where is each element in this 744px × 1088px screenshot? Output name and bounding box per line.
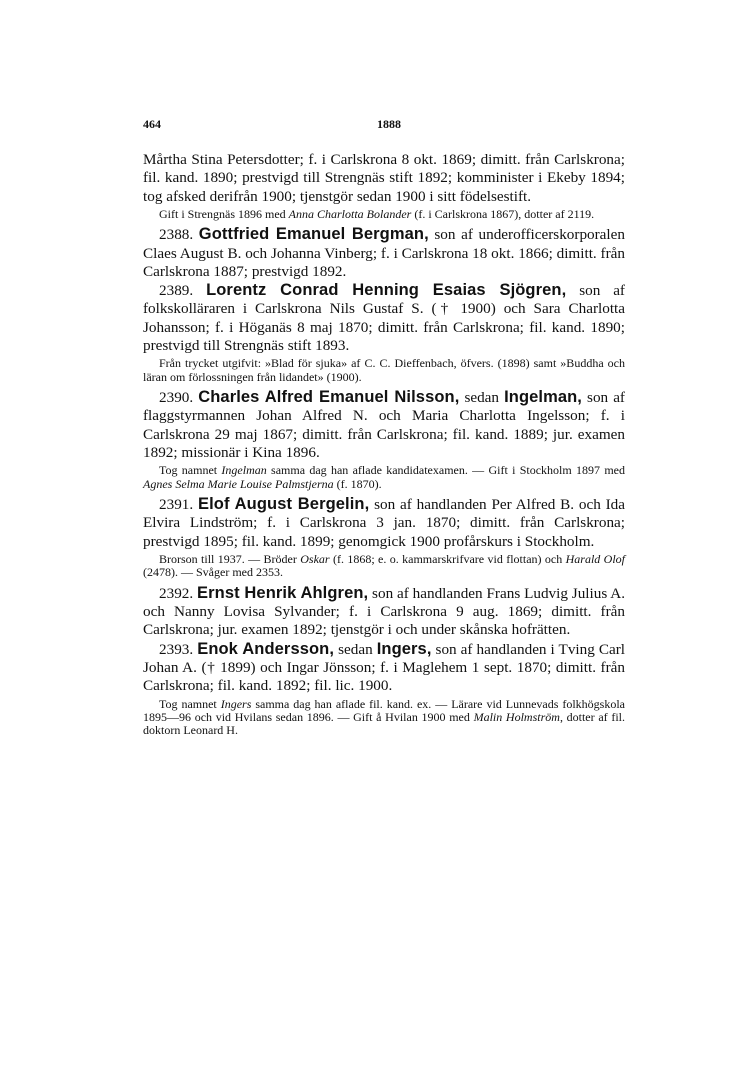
page-header [143,117,625,137]
entry-2393: 2393. Enok Andersson, sedan Ingers, son af handlanden i Tving Carl Johan A. († 1899) och Ingar Jönsson; f. i Maglehem 1 sept. 1870; dimitt. från Carlskrona; fil. kand. 1892; fil. lic. 1900. [143,639,626,695]
entry-name: Lorentz Conrad Henning Esaias Sjögren, [206,281,567,300]
page-number: 464 [143,117,161,131]
entry-number: 2390. [159,389,194,407]
entry-text: son af underofficerskorporalen Claes August B. och Johanna Vinberg; f. i Carlskrona 18 okt. 1866; dimitt. från Carlskrona 1887; prestvigd 1892. [143,226,625,280]
entry-2388 [143,225,625,281]
entry-2390: 2390. Charles Alfred Emanuel Nilsson, sedan Ingelman, son af flaggstyrmannen Johan Alfred N. och Maria Charlotta Ingelsson; f. i Carlskrona 29 maj 1867; dimitt. från Carlskrona; fil. kand. 1889; jur. examen 1892; missionär i Kina 1896. [143,388,625,462]
entry-note: Tog namnet Ingelman samma dag han aflade kandidatexamen. — Gift i Stockholm 1897 med Agnes Selma Marie Louise Palmstjerna (f. 1870). [143,463,625,491]
entry-number: 2388. [159,226,194,244]
entry-note: Brorson till 1937. — Bröder Oskar (f. 1868; e. o. kammarskrifvare vid flottan) och Harald Olof (2478). — Svåger med 2353. [143,552,625,580]
entry-text: son af handlanden i Tving Carl Johan A. († 1899) och Ingar Jönsson; f. i Maglehem 1 sept. 1870; dimitt. från Carlskrona; fil. kand. 1892; fil. lic. 1900. [143,640,626,695]
entry-note: Från trycket utgifvit: »Blad för sjuka» af C. C. Dieffenbach, öfvers. (1898) samt »Buddha och läran om förlossningen från lidandet» (1900). [143,356,625,384]
continuation-text: Mårtha Stina Petersdotter; f. i Carlskrona 8 okt. 1869; dimitt. från Carlskrona; fil. kand. 1890; prestvigd till Strengnäs stift 1892; komminister i Ekeby 1894; tog afsked derifrån 1900; tjenstgör sedan 1900 i sitt födelsestift. [143,151,625,205]
entry-2389 [143,281,625,355]
entry-number: 2391. [159,496,194,514]
entry-note: Tog namnet Ingers samma dag han aflade fil. kand. ex. — Lärare vid Lunnevads folkhögskola 1895—96 och vid Hvilans sedan 1896. — Gift å Hvilan 1900 med Malin Holmström, dotter af fil. doktorn Leonard H. [143,696,626,738]
entry-text: son af handlanden Per Alfred B. och Ida Elvira Lindström; f. i Carlskrona 3 jan. 1870; dimitt. från Carlskrona; prestvigd 1895; fil. kand. 1899; genomgick 1900 profårskurs i Stockholm. [143,496,625,550]
entry-number: 2393. [159,640,194,658]
entry-name: Charles Alfred Emanuel Nilsson, [198,388,460,407]
entry-name: Enok Andersson, [197,639,335,658]
entry-2391 [143,495,625,551]
entry-name: Elof August Bergelin, [198,495,370,514]
page-content [143,151,625,738]
entry-new-name: Ingers, [376,639,432,658]
book-page [143,117,625,742]
entry-name: Ernst Henrik Ahlgren, [197,583,369,602]
continuation-note: Gift i Strengnäs 1896 med Anna Charlotta Bolander (f. i Carlskrona 1867), dotter af 2119. [159,206,595,221]
entry-number: 2392. [159,584,194,602]
entry-name: Gottfried Emanuel Bergman, [198,225,429,244]
year-heading: 1888 [377,117,401,131]
entry-text: son af folkskolläraren i Carlskrona Nils Gustaf S. († 1900) och Sara Charlotta Johansson; f. i Höganäs 8 maj 1870; dimitt. från Carlskrona; fil. kand. 1890; prestvigd till Strengnäs stift 1893. [143,282,625,355]
entry-2392 [143,584,625,640]
entry-text: son af handlanden Frans Ludvig Julius A. och Nanny Lovisa Sylvander; f. i Carlskrona 9 aug. 1869; dimitt. från Carlskrona; jur. examen 1892; tjenstgör i och under skånska hofrätten. [143,584,625,639]
entry-new-name: Ingelman, [504,388,582,407]
entry-text: son af flaggstyrmannen Johan Alfred N. och Maria Charlotta Ingelsson; f. i Carlskrona 29 maj 1867; dimitt. från Carlskrona; fil. kand. 1889; jur. examen 1892; missionär i Kina 1896. [143,389,625,462]
entry-number: 2389. [159,282,194,300]
